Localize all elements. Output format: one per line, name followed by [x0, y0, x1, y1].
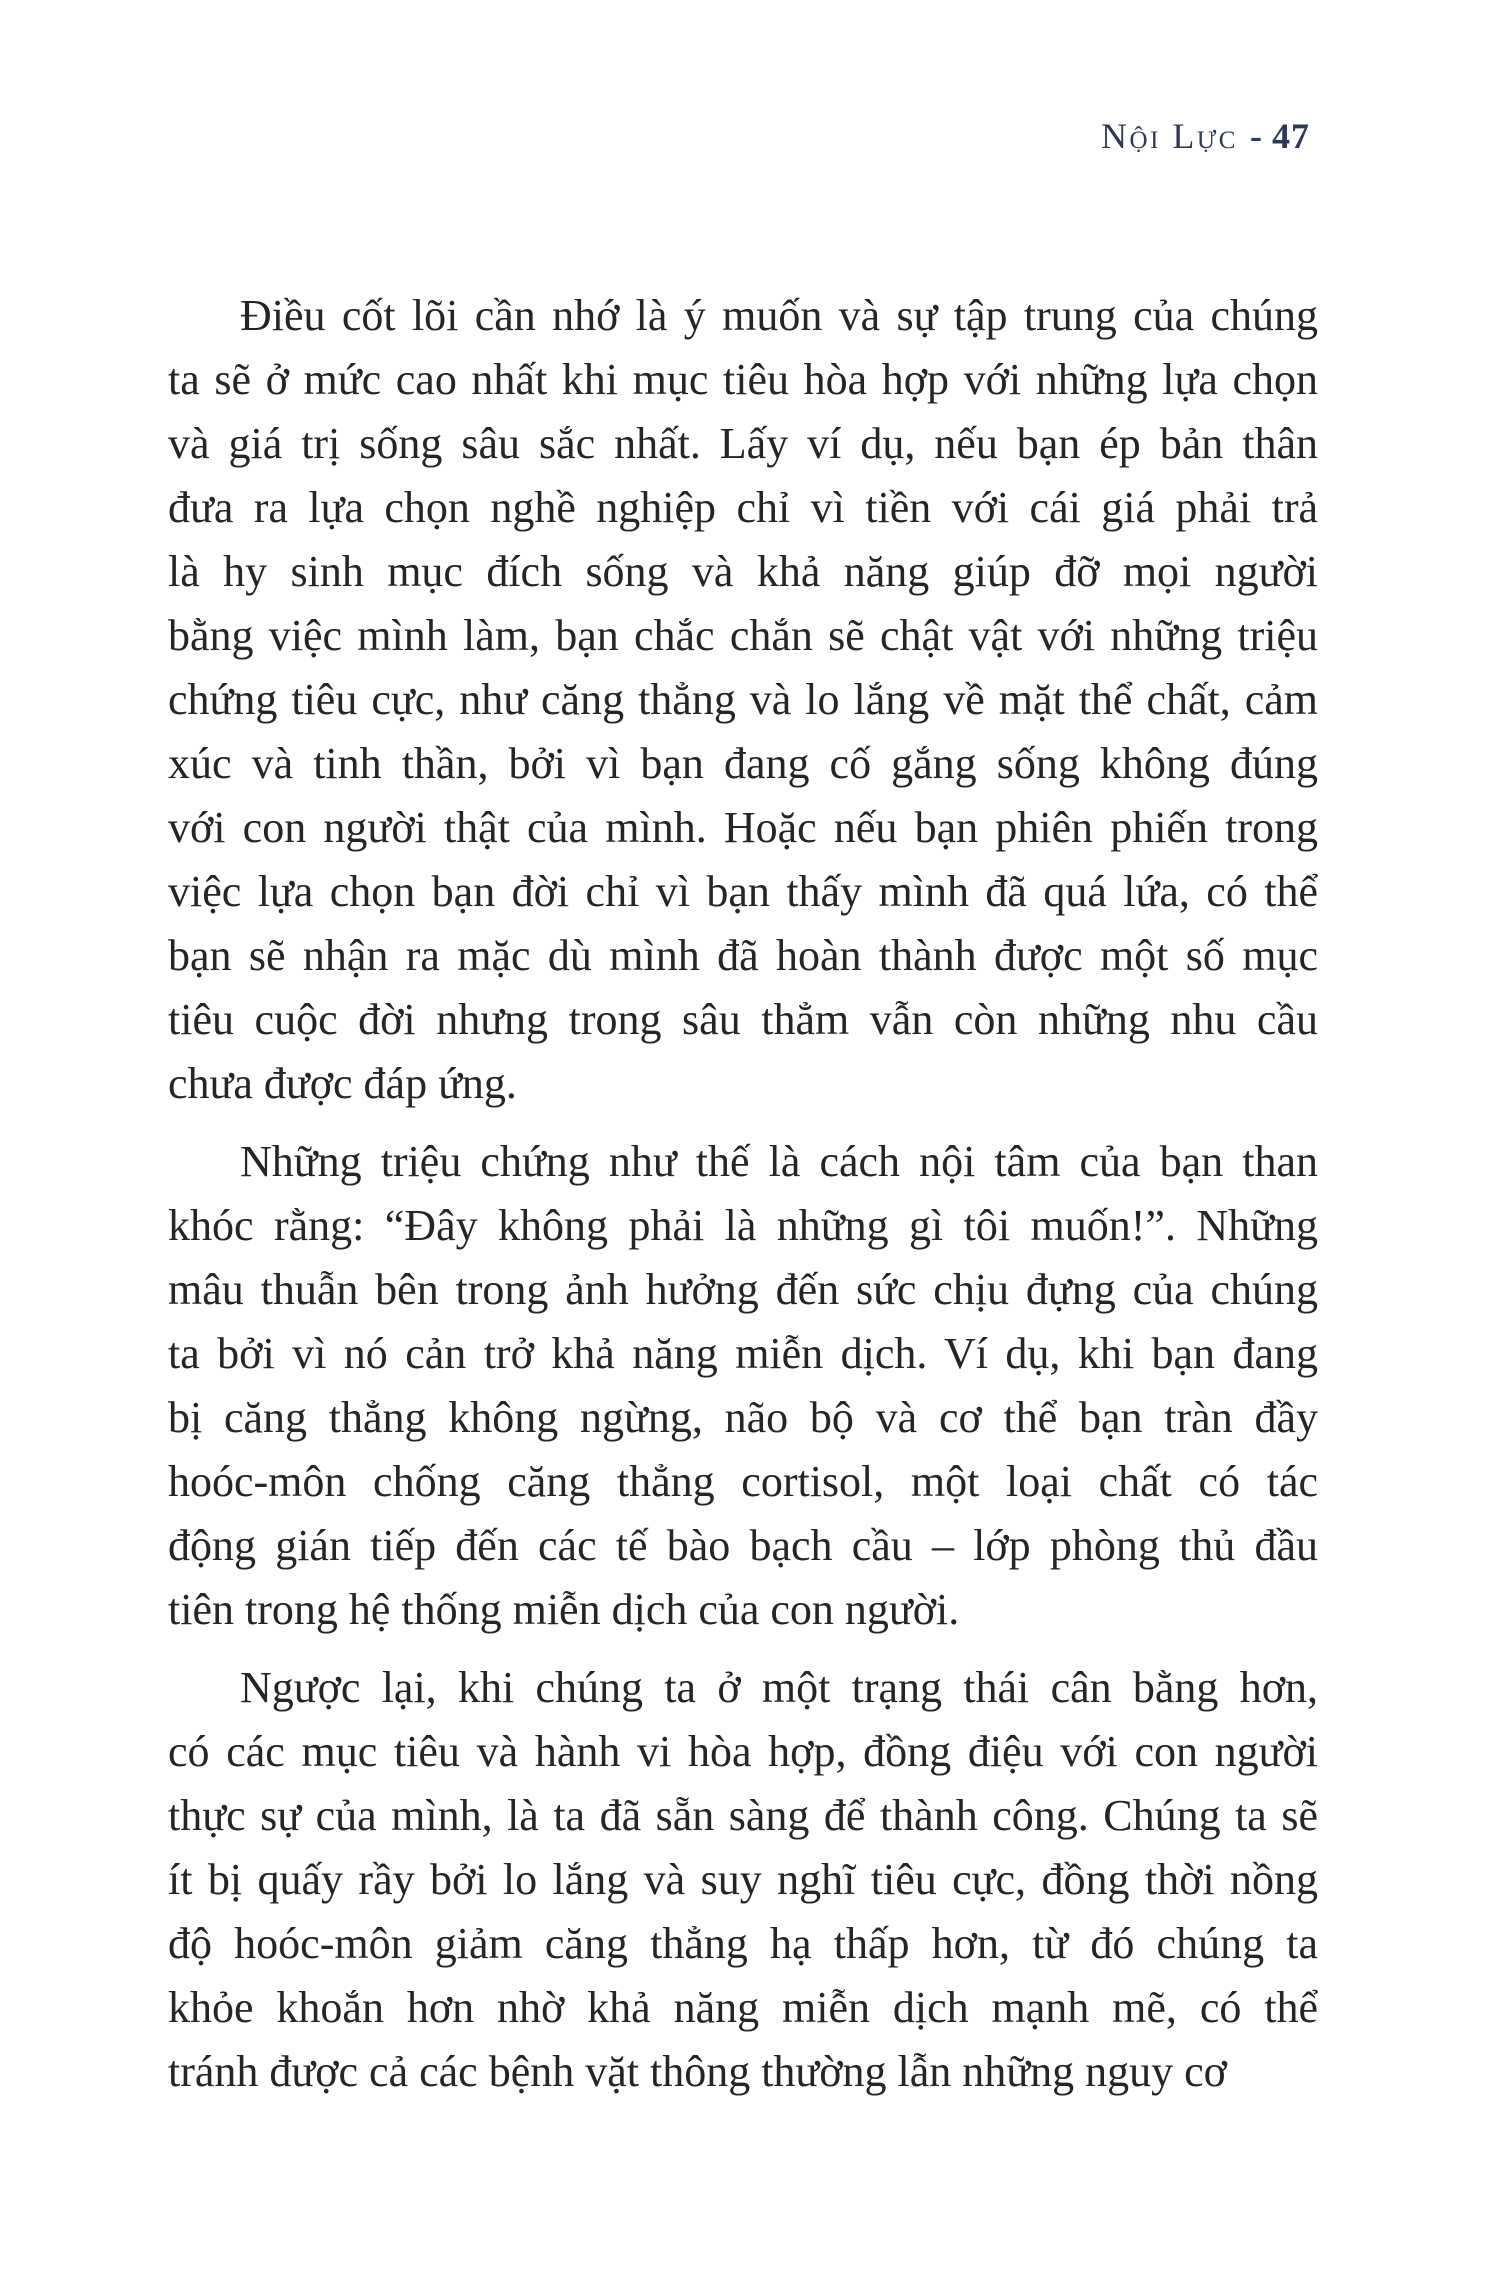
running-title: Nội Lực [1101, 116, 1238, 156]
page-header [1101, 116, 1310, 156]
text-line: khóc rằng: “Đây không phải là những gì tôi muốn!”. Những [168, 1201, 1318, 1250]
text-line: khỏe khoắn hơn nhờ khả năng miễn dịch mạnh mẽ, có thể [168, 1983, 1318, 2032]
text-line: hoóc-môn chống căng thẳng cortisol, một loại chất có tác [168, 1457, 1318, 1506]
text-line: với con người thật của mình. Hoặc nếu bạn phiên phiến trong [168, 803, 1318, 852]
paragraph [168, 284, 1318, 1116]
page-number: 47 [1272, 116, 1310, 156]
text-line: việc lựa chọn bạn đời chỉ vì bạn thấy mình đã quá lứa, có thể [168, 867, 1318, 916]
text-line: là hy sinh mục đích sống và khả năng giúp đỡ mọi người [168, 547, 1318, 596]
text-line: thực sự của mình, là ta đã sẵn sàng để thành công. Chúng ta sẽ [168, 1791, 1318, 1840]
text-line: ta sẽ ở mức cao nhất khi mục tiêu hòa hợp với những lựa chọn [168, 355, 1318, 404]
header-separator: - [1250, 116, 1262, 156]
text-line: bạn sẽ nhận ra mặc dù mình đã hoàn thành được một số mục [168, 931, 1318, 980]
body-text [168, 284, 1318, 2104]
paragraph [168, 1656, 1318, 2104]
text-line: đưa ra lựa chọn nghề nghiệp chỉ vì tiền với cái giá phải trả [168, 483, 1318, 532]
text-line: chứng tiêu cực, như căng thẳng và lo lắng về mặt thể chất, cảm [168, 675, 1318, 724]
text-line: tránh được cả các bệnh vặt thông thường lẫn những nguy cơ [168, 2047, 1227, 2096]
text-line: độ hoóc-môn giảm căng thẳng hạ thấp hơn, từ đó chúng ta [168, 1919, 1318, 1968]
text-line: Ngược lại, khi chúng ta ở một trạng thái cân bằng hơn, [240, 1663, 1318, 1712]
paragraph [168, 1130, 1318, 1642]
text-line: mâu thuẫn bên trong ảnh hưởng đến sức chịu đựng của chúng [168, 1265, 1318, 1314]
text-line: tiêu cuộc đời nhưng trong sâu thẳm vẫn còn những nhu cầu [168, 995, 1318, 1044]
text-line: chưa được đáp ứng. [168, 1059, 517, 1108]
text-line: tiên trong hệ thống miễn dịch của con người. [168, 1585, 960, 1634]
text-line: Điều cốt lõi cần nhớ là ý muốn và sự tập trung của chúng [240, 291, 1318, 340]
text-line: và giá trị sống sâu sắc nhất. Lấy ví dụ, nếu bạn ép bản thân [168, 419, 1318, 468]
text-line: ta bởi vì nó cản trở khả năng miễn dịch. Ví dụ, khi bạn đang [168, 1329, 1318, 1378]
text-line: bằng việc mình làm, bạn chắc chắn sẽ chật vật với những triệu [168, 611, 1318, 660]
text-line: Những triệu chứng như thế là cách nội tâm của bạn than [240, 1137, 1318, 1186]
text-line: xúc và tinh thần, bởi vì bạn đang cố gắng sống không đúng [168, 739, 1318, 788]
text-line: có các mục tiêu và hành vi hòa hợp, đồng điệu với con người [168, 1727, 1318, 1776]
text-line: động gián tiếp đến các tế bào bạch cầu – lớp phòng thủ đầu [168, 1521, 1318, 1570]
text-line: bị căng thẳng không ngừng, não bộ và cơ thể bạn tràn đầy [168, 1393, 1318, 1442]
text-line: ít bị quấy rầy bởi lo lắng và suy nghĩ tiêu cực, đồng thời nồng [168, 1855, 1318, 1904]
